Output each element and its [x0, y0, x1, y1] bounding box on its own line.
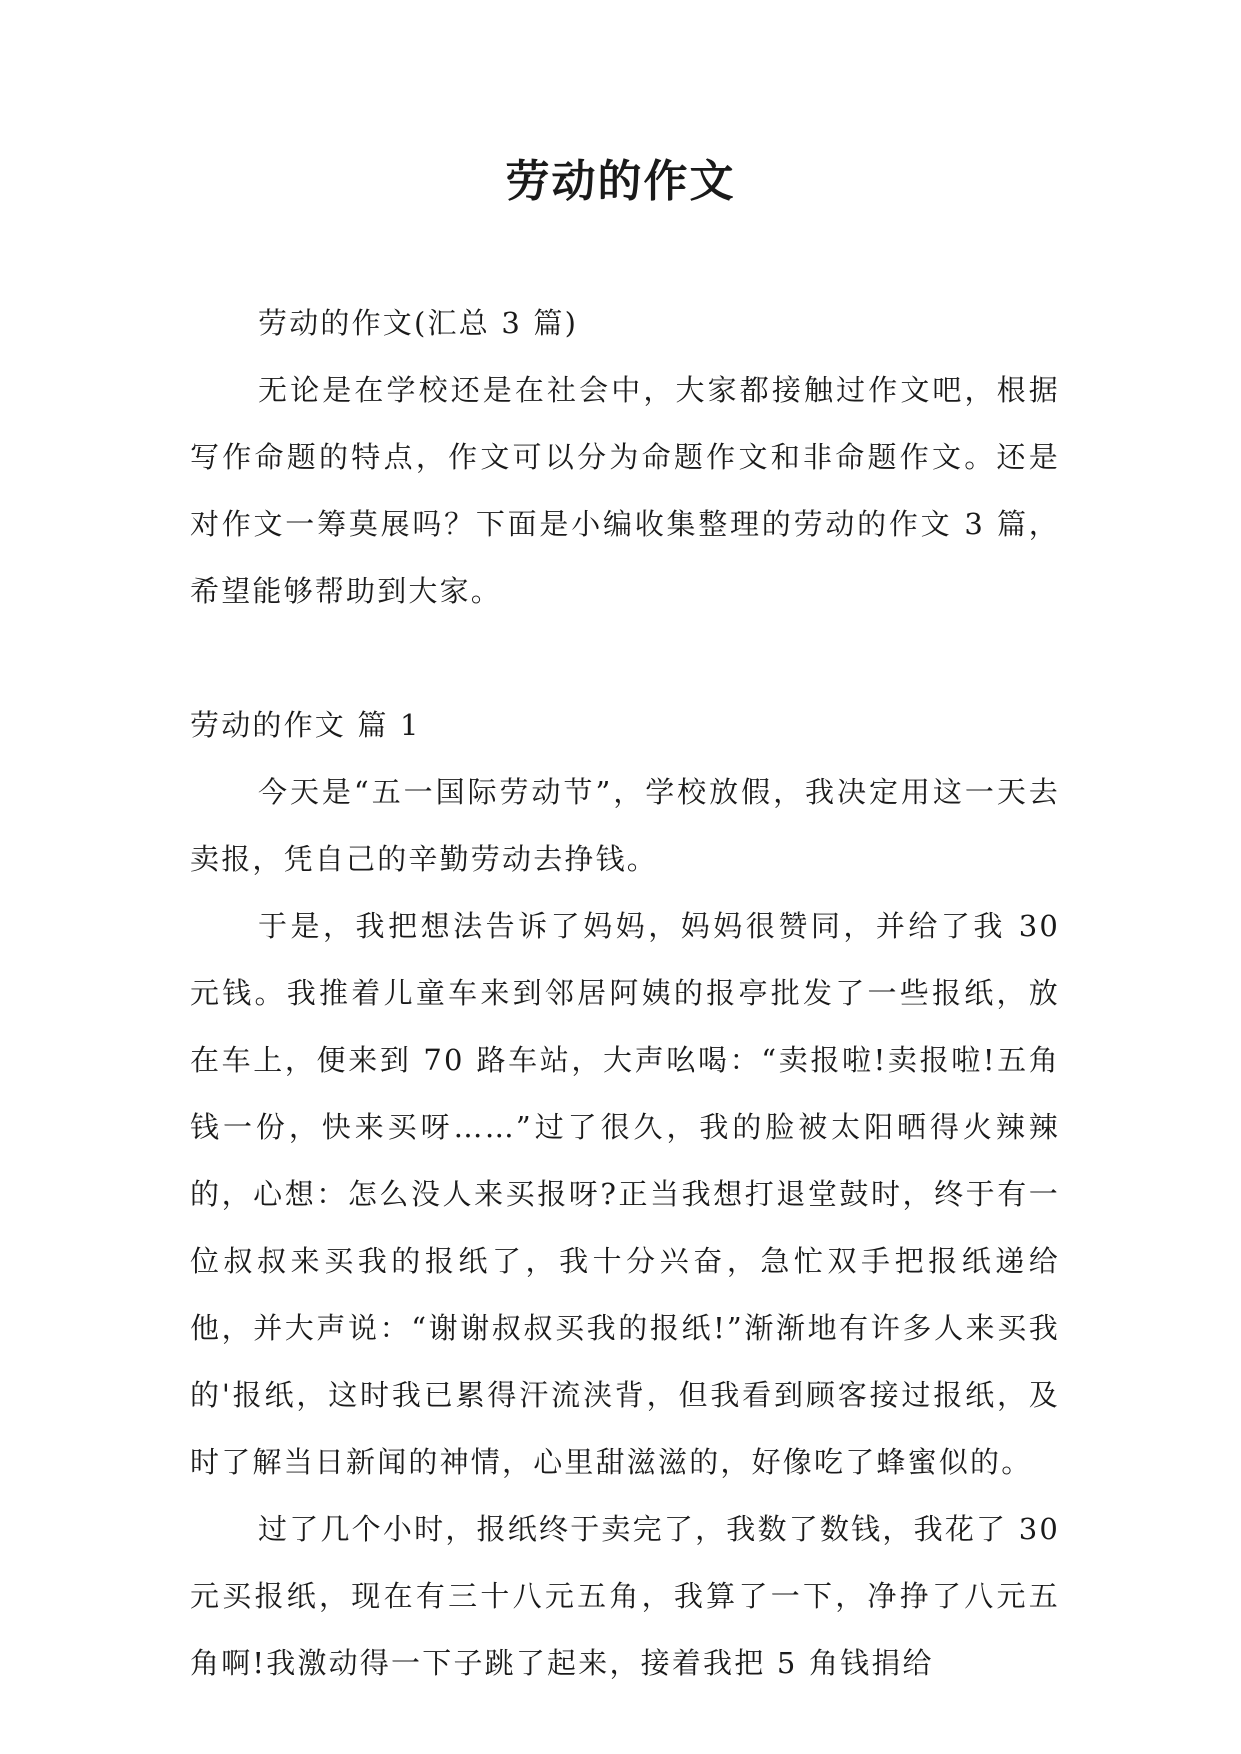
document-body — [190, 290, 1060, 1697]
intro-paragraph: 无论是在学校还是在社会中，大家都接触过作文吧，根据写作命题的特点，作文可以分为命题作文和非命题作文。还是对作文一筹莫展吗？下面是小编收集整理的劳动的作文 3 篇，希望能够帮助到大家。 — [190, 373, 1060, 608]
section-heading: 劳动的作文 篇 1 — [190, 708, 421, 742]
document-title: 劳动的作文 — [505, 156, 736, 207]
body-paragraph-2: 于是，我把想法告诉了妈妈，妈妈很赞同，并给了我 30 元钱。我推着儿童车来到邻居阿姨的报亭批发了一些报纸，放在车上，便来到 70 路车站，大声吆喝：“卖报啦!卖报啦!五角钱一份，快来买呀……”过了很久，我的脸被太阳晒得火辣辣的，心想：怎么没人来买报呀?正当我想打退堂鼓时，终于有一位叔叔来买我的报纸了，我十分兴奋，急忙双手把报纸递给他，并大声说：“谢谢叔叔买我的报纸!”渐渐地有许多人来买我的'报纸，这时我已累得汗流浃背，但我看到顾客接过报纸，及时了解当日新闻的神情，心里甜滋滋的，好像吃了蜂蜜似的。 — [190, 909, 1060, 1479]
body-paragraph-1: 今天是“五一国际劳动节”，学校放假，我决定用这一天去卖报，凭自己的辛勤劳动去挣钱。 — [190, 775, 1060, 876]
document-subtitle: 劳动的作文(汇总 3 篇) — [258, 306, 579, 340]
body-paragraph-3: 过了几个小时，报纸终于卖完了，我数了数钱，我花了 30 元买报纸，现在有三十八元五角，我算了一下，净挣了八元五角啊!我激动得一下子跳了起来，接着我把 5 角钱捐给 — [190, 1512, 1060, 1680]
